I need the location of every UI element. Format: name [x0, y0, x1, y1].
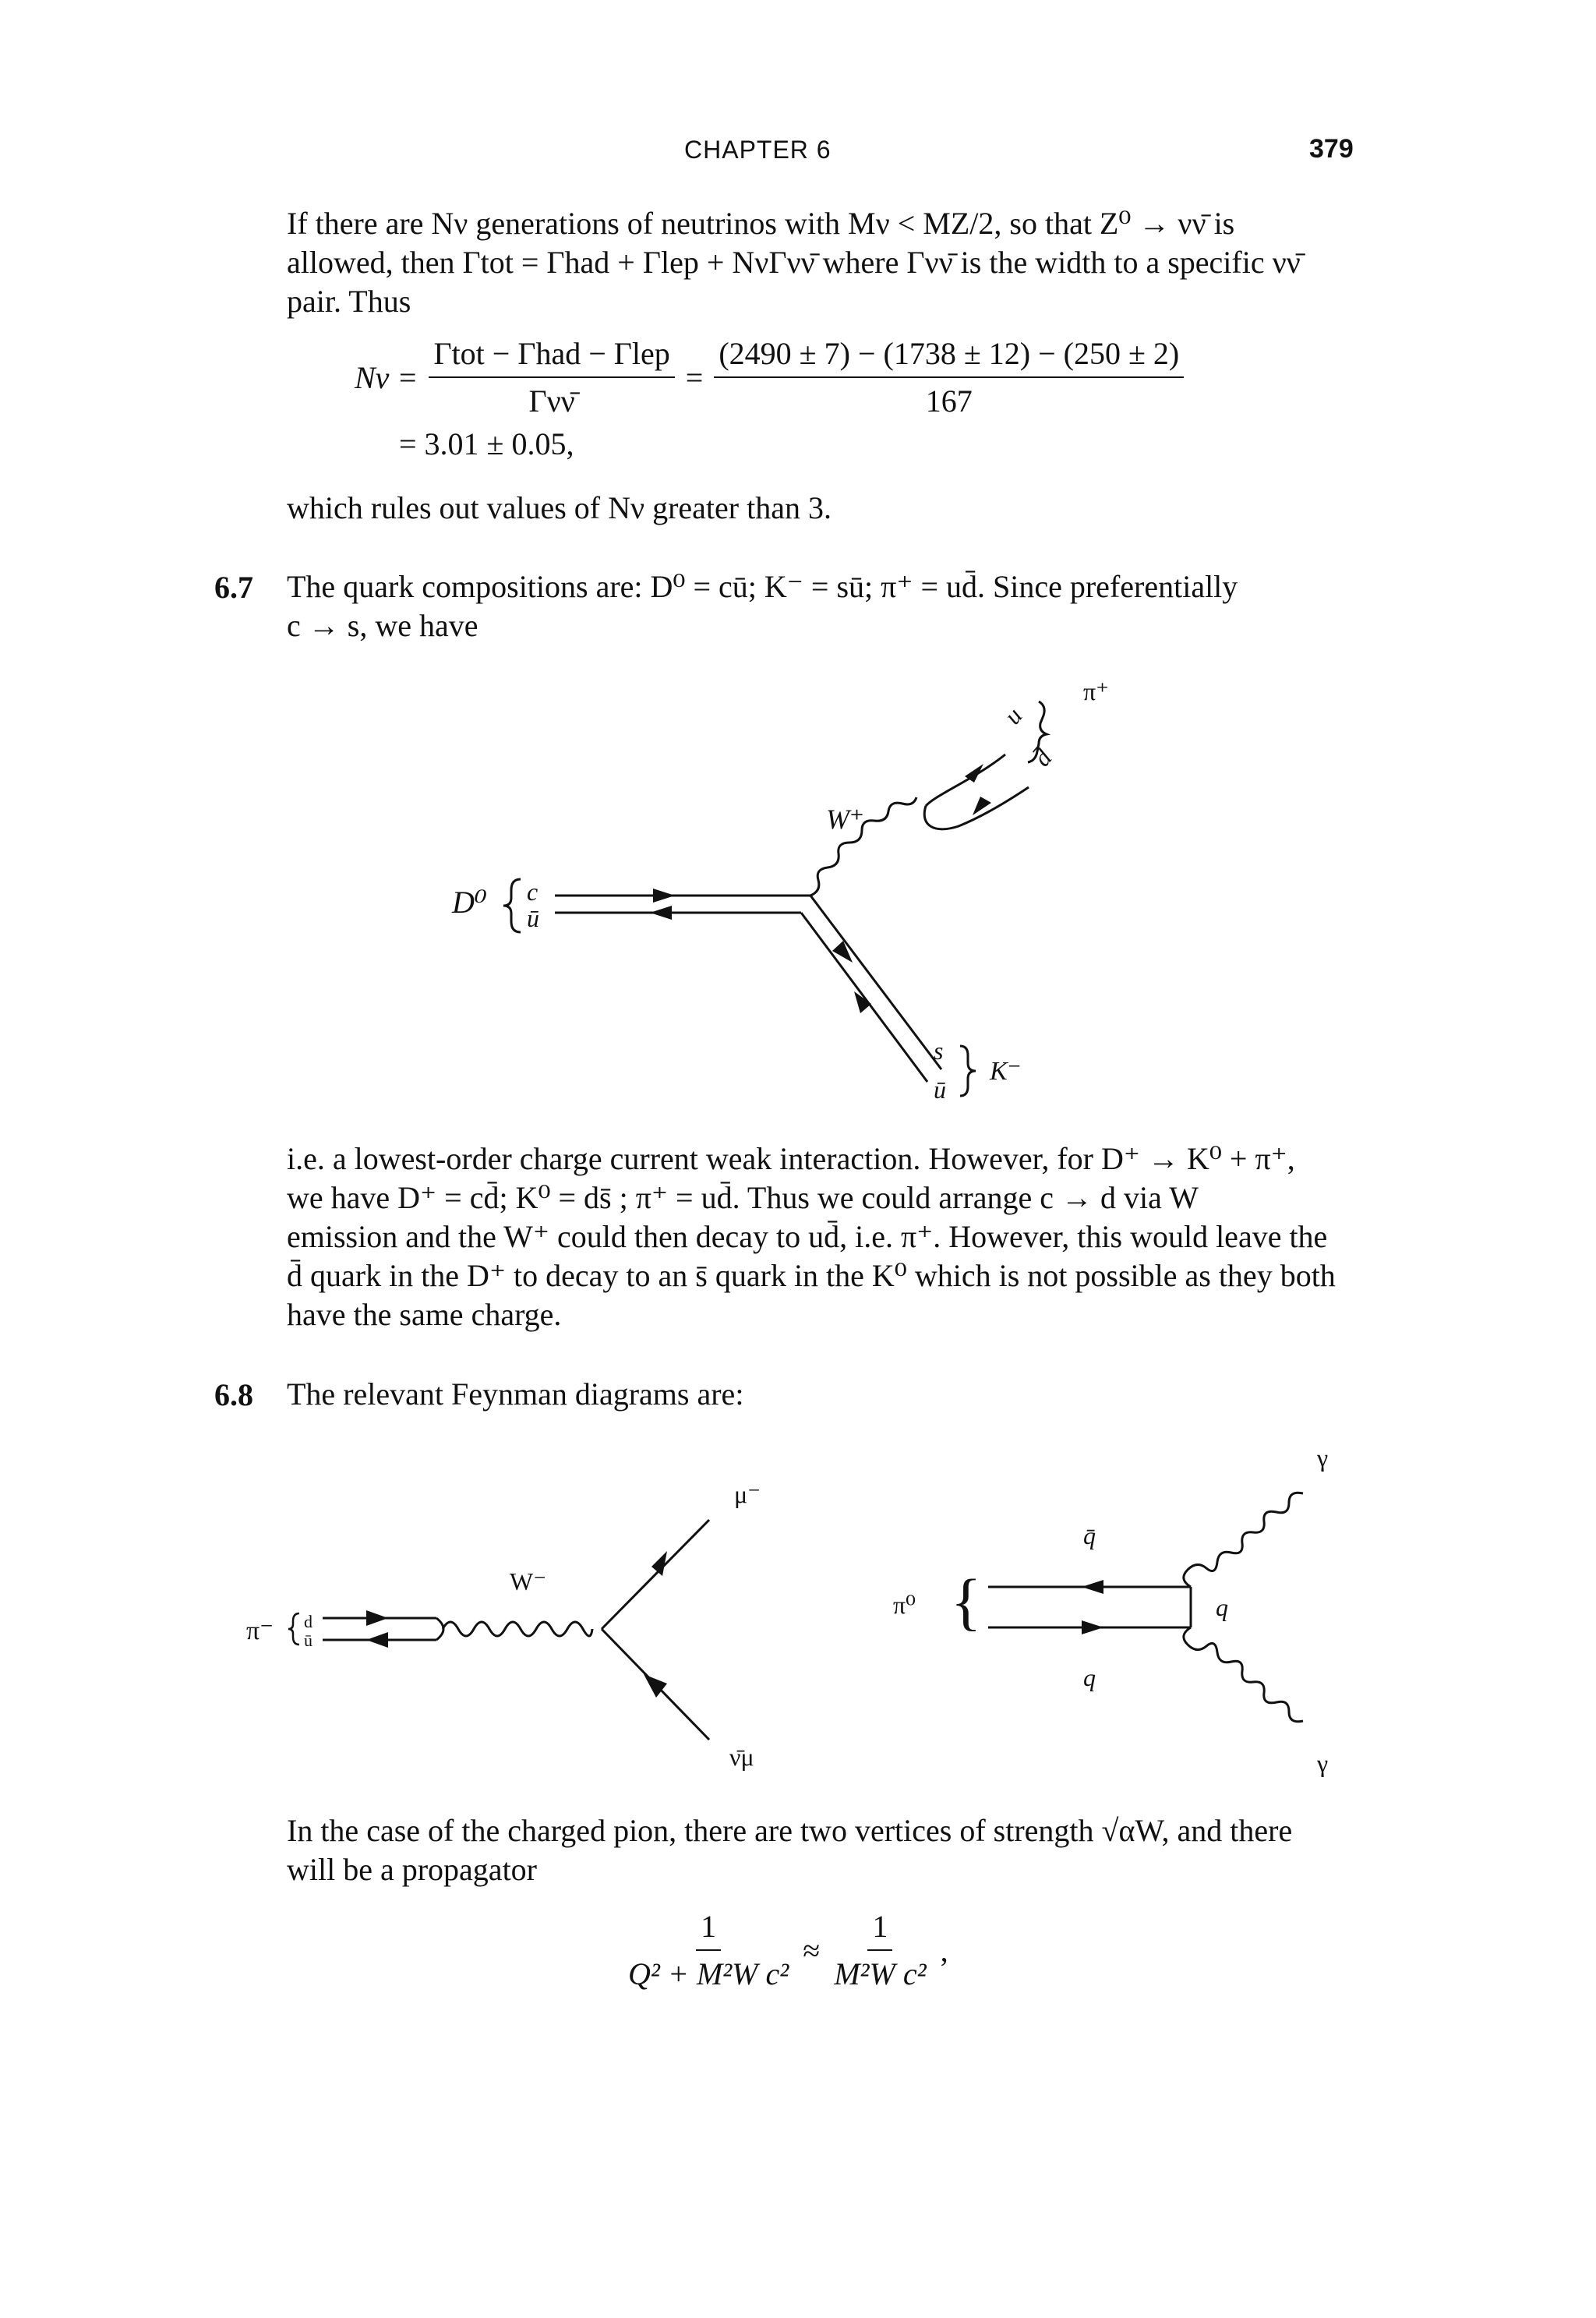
eq-frac1-denominator: Γνν̄	[528, 383, 575, 419]
gamma-bottom-label: γ	[1317, 1749, 1329, 1777]
w-plus-label: W⁺	[826, 804, 864, 835]
eq-equals: =	[685, 359, 704, 395]
mu-minus-line	[602, 1520, 709, 1629]
section-6-7-line-2: c → s, we have	[287, 608, 478, 643]
q-mid-label: q	[1216, 1593, 1228, 1621]
u-label: u	[998, 701, 1028, 730]
pi-minus-label: π⁻	[246, 1617, 274, 1645]
eq-frac1-numerator: Γtot − Γhad − Γlep	[429, 335, 674, 378]
pi-zero-brace: {	[951, 1566, 982, 1637]
dbar-label: d̄	[1027, 744, 1058, 772]
mu-minus-label: μ⁻	[734, 1480, 761, 1508]
eq-frac2-numerator: (2490 ± 7) − (1738 ± 12) − (250 ± 2)	[714, 335, 1184, 378]
eq-lhs: Nν =	[355, 359, 418, 395]
w-minus-label: W⁻	[510, 1567, 547, 1595]
nu-bar-mu-label: ν̄μ	[729, 1743, 754, 1771]
propagator-fraction-1	[623, 1908, 793, 1992]
page-number: 379	[1309, 134, 1354, 164]
propagator-approx: ≈	[803, 1932, 821, 1968]
chapter-header: CHAPTER 6	[684, 136, 832, 164]
qbar-arrow	[1082, 1580, 1103, 1594]
s-label: s	[934, 1037, 944, 1065]
charged-pion-line-2: will be a propagator	[287, 1852, 537, 1887]
rules-out-paragraph: which rules out values of Nν greater than 3.	[287, 490, 832, 525]
ubar2-label: ū	[934, 1076, 946, 1104]
k-minus-label: K⁻	[990, 1057, 1022, 1086]
mu-arrow	[651, 1551, 667, 1576]
ie-line-3: emission and the W⁺ could then decay to ud̄, i.e. π⁺. However, this would leave the	[287, 1219, 1328, 1254]
pi-plus-label: π⁺	[1083, 677, 1110, 705]
ie-line-4: d̄ quark in the D⁺ to decay to an s̄ quark in the K⁰ which is not possible as they both	[287, 1258, 1336, 1293]
gamma-top-label: γ	[1317, 1443, 1329, 1472]
propagator-den-1: Q² + M²W c²	[628, 1956, 789, 1991]
d0-label: D⁰	[452, 885, 487, 920]
q-low-label: q	[1083, 1663, 1096, 1691]
charged-pion-line-1: In the case of the charged pion, there are two vertices of strength √αW, and there	[287, 1813, 1293, 1848]
charged-pion-paragraph	[287, 1811, 1362, 1889]
pi-minus-annihilation-cap	[436, 1618, 443, 1640]
section-number-6-7: 6.7	[214, 570, 253, 605]
ubar-label: ū	[527, 904, 539, 932]
qbar-label: q̄	[1083, 1521, 1096, 1549]
section-6-8-text: The relevant Feynman diagrams are:	[287, 1376, 744, 1412]
ie-line-5: have the same charge.	[287, 1297, 562, 1332]
gamma-top-photon	[1184, 1493, 1303, 1587]
intro-line-2: allowed, then Γtot = Γhad + Γlep + NνΓνν̄ where Γνν̄ is the width to a specific νν̄	[287, 245, 1301, 280]
gamma-bottom-photon	[1184, 1627, 1303, 1722]
propagator-num-2: 1	[867, 1908, 892, 1951]
equation-propagator	[623, 1908, 948, 1992]
propagator-den-2: M²W c²	[834, 1956, 927, 1991]
eq-result: = 3.01 ± 0.05,	[399, 426, 574, 461]
pi-minus-brace	[288, 1613, 299, 1645]
c-label: c	[527, 878, 538, 906]
w-minus-propagator	[443, 1622, 592, 1636]
ie-line-2: we have D⁺ = cd̄; K⁰ = ds̄ ; π⁺ = ud̄. Thus we could arrange c → d via W	[287, 1180, 1199, 1215]
d-arrow	[366, 1610, 388, 1626]
intro-line-1: If there are Nν generations of neutrinos with Mν < MZ/2, so that Z⁰ → νν̄ is	[287, 206, 1235, 241]
pi-zero-label: π⁰	[893, 1591, 916, 1619]
section-number-6-8: 6.8	[214, 1377, 253, 1412]
section-6-7-line-1: The quark compositions are: D⁰ = cū; K⁻ = sū; π⁺ = ud̄. Since preferentially	[287, 569, 1238, 604]
ubar-arrow-2	[366, 1632, 388, 1648]
ie-line-1: i.e. a lowest-order charge current weak interaction. However, for D⁺ → K⁰ + π⁺,	[287, 1141, 1295, 1176]
propagator-tail: ,	[940, 1932, 948, 1968]
eq-frac2-denominator: 167	[925, 383, 973, 419]
d-label: d	[304, 1612, 312, 1631]
ubar-small-label: ū	[304, 1631, 312, 1650]
propagator-num-1: 1	[696, 1908, 721, 1951]
intro-line-3: pair. Thus	[287, 284, 411, 319]
q-arrow	[1082, 1620, 1103, 1634]
propagator-fraction-2	[829, 1908, 930, 1992]
